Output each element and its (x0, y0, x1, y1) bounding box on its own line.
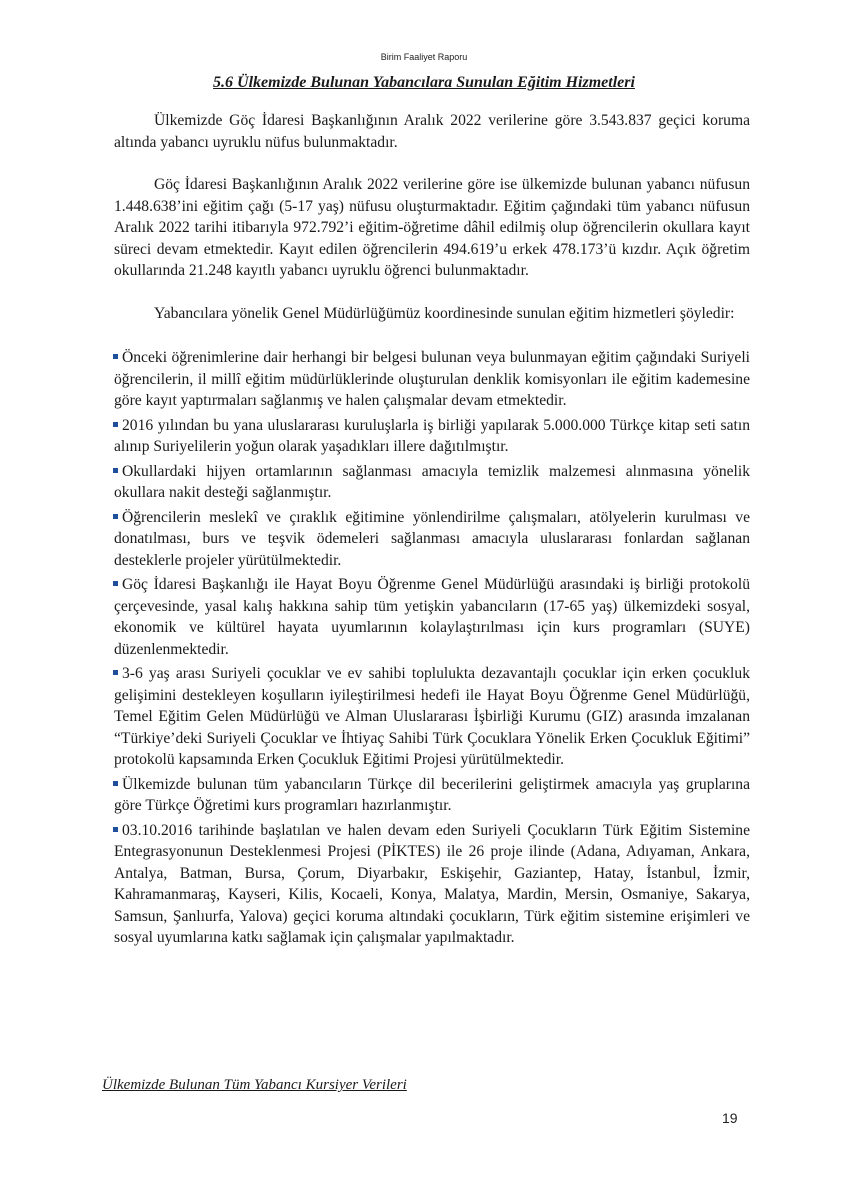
paragraph-intro: Ülkemizde Göç İdaresi Başkanlığının Aralık 2022 verilerine göre 3.543.837 geçici koruma altında yabancı uyruklu nüfus bulunmaktadır. (114, 112, 750, 151)
list-item-text: Ülkemizde bulunan tüm yabancıların Türkçe dil becerilerini geliştirmek amacıyla yaş gruplarına göre Türkçe Öğretimi kurs programları hazırlanmıştır. (114, 775, 750, 814)
list-item (114, 774, 750, 817)
list-item-text: Göç İdaresi Başkanlığı ile Hayat Boyu Öğrenme Genel Müdürlüğü arasındaki iş birliği protokolü çerçevesinde, yasal kalış hakkına sahip tüm yetişkin yabancıların (17-65 yaş) ülkemizdeki sosyal, ekonomik ve kültürel hayata uyumlarının kolaylaştırılması için kurs programları (SUYE) düzenlenmektedir. (114, 576, 750, 658)
square-bullet-icon (113, 581, 118, 586)
section-title: 5.6 Ülkemizde Bulunan Yabancılara Sunulan Eğitim Hizmetleri (213, 74, 635, 91)
list-item (114, 461, 750, 504)
square-bullet-icon (113, 468, 118, 473)
list-item-text: 2016 yılından bu yana uluslararası kuruluşlarla iş birliği yapılarak 5.000.000 Türkçe kitap seti satın alınıp Suriyelilerin yoğun olarak yaşadıkları illere dağıtılmıştır. (114, 416, 750, 455)
table-caption: Ülkemizde Bulunan Tüm Yabancı Kursiyer Verileri (102, 1077, 407, 1093)
paragraph-services-intro: Yabancılara yönelik Genel Müdürlüğümüz koordinesinde sunulan eğitim hizmetleri şöyledir: (154, 304, 735, 322)
list-item-text: 3-6 yaş arası Suriyeli çocuklar ve ev sahibi toplulukta dezavantajlı çocuklar için erken çocukluk gelişimini destekleyen koşulların iyileştirilmesi hedefi ile Hayat Boyu Öğrenme Genel Müdürlüğü, Temel Eğitim Gelen Müdürlüğü ve Alman Uluslararası İşbirliği Kurumu (GIZ) arasında imzalanan “Türkiye’deki Suriyeli Çocuklar ve İhtiyaç Sahibi Türk Çocuklara Yönelik Erken Çocukluk Eğitimi” protokolü kapsamında Erken Çocukluk Eğitimi Projesi yürütülmektedir. (114, 665, 750, 768)
list-item (114, 507, 750, 572)
list-item-text: 03.10.2016 tarihinde başlatılan ve halen devam eden Suriyeli Çocukların Türk Eğitim Sistemine Entegrasyonunun Desteklenmesi Projesi (PİKTES) ile 26 proje ilinde (Adana, Adıyaman, Ankara, Antalya, Batman, Bursa, Çorum, Diyarbakır, Eskişehir, Gaziantep, Hatay, İstanbul, İzmir, Kahramanmaraş, Kayseri, Kilis, Kocaeli, Konya, Malatya, Mardin, Mersin, Osmaniye, Sakarya, Samsun, Şanlıurfa, Yalova) geçici koruma altındaki çocukların, Türk eğitim sistemine erişimleri ve sosyal uyumlarına katkı sağlamak için çalışmalar yapılmaktadır. (114, 821, 750, 946)
document-body (114, 110, 750, 952)
list-item (114, 574, 750, 660)
list-item (114, 663, 750, 771)
square-bullet-icon (113, 514, 118, 519)
square-bullet-icon (113, 422, 118, 427)
paragraph-statistics: Göç İdaresi Başkanlığının Aralık 2022 verilerine göre ise ülkemizde bulunan yabancı nüfusun 1.448.638’ini eğitim çağı (5-17 yaş) nüfusu oluşturmaktadır. Eğitim çağındaki tüm yabancı nüfusun Aralık 2022 tarihi itibarıyla 972.792’i eğitim-öğretime dâhil edilmiş olup öğrencilerin okullara kayıt süreci devam etmektedir. Kayıt edilen öğrencilerin 494.619’u erkek 478.173’ü kızdır. Açık öğretim okullarında 21.248 kayıtlı yabancı uyruklu öğrenci bulunmaktadır. (114, 176, 750, 279)
list-item (114, 347, 750, 412)
square-bullet-icon (113, 670, 118, 675)
list-item-text: Önceki öğrenimlerine dair herhangi bir belgesi bulunan veya bulunmayan eğitim çağındaki Suriyeli öğrencilerin, il millî eğitim müdürlüklerinde oluşturulan denklik komisyonları ile eğitim kademesine göre kayıt yaptırmaları sağlanmış ve halen çalışmalar devam etmektedir. (114, 349, 750, 409)
page-header: Birim Faaliyet Raporu (380, 52, 468, 62)
list-item (114, 415, 750, 458)
list-item-text: Okullardaki hijyen ortamlarının sağlanması amacıyla temizlik malzemesi alınmasına yönelik okullara nakit desteği sağlanmıştır. (114, 462, 750, 501)
page-number: 19 (722, 1110, 738, 1126)
square-bullet-icon (113, 781, 118, 786)
square-bullet-icon (113, 827, 118, 832)
list-item (114, 820, 750, 949)
square-bullet-icon (113, 354, 118, 359)
list-item-text: Öğrencilerin meslekî ve çıraklık eğitimine yönlendirilme çalışmaları, atölyelerin kurulması ve donatılması, burs ve teşvik ödemeleri sağlanması amacıyla uluslararası fonlardan sağlanan desteklerle projeler yürütülmektedir. (114, 508, 750, 569)
services-list (114, 347, 750, 949)
